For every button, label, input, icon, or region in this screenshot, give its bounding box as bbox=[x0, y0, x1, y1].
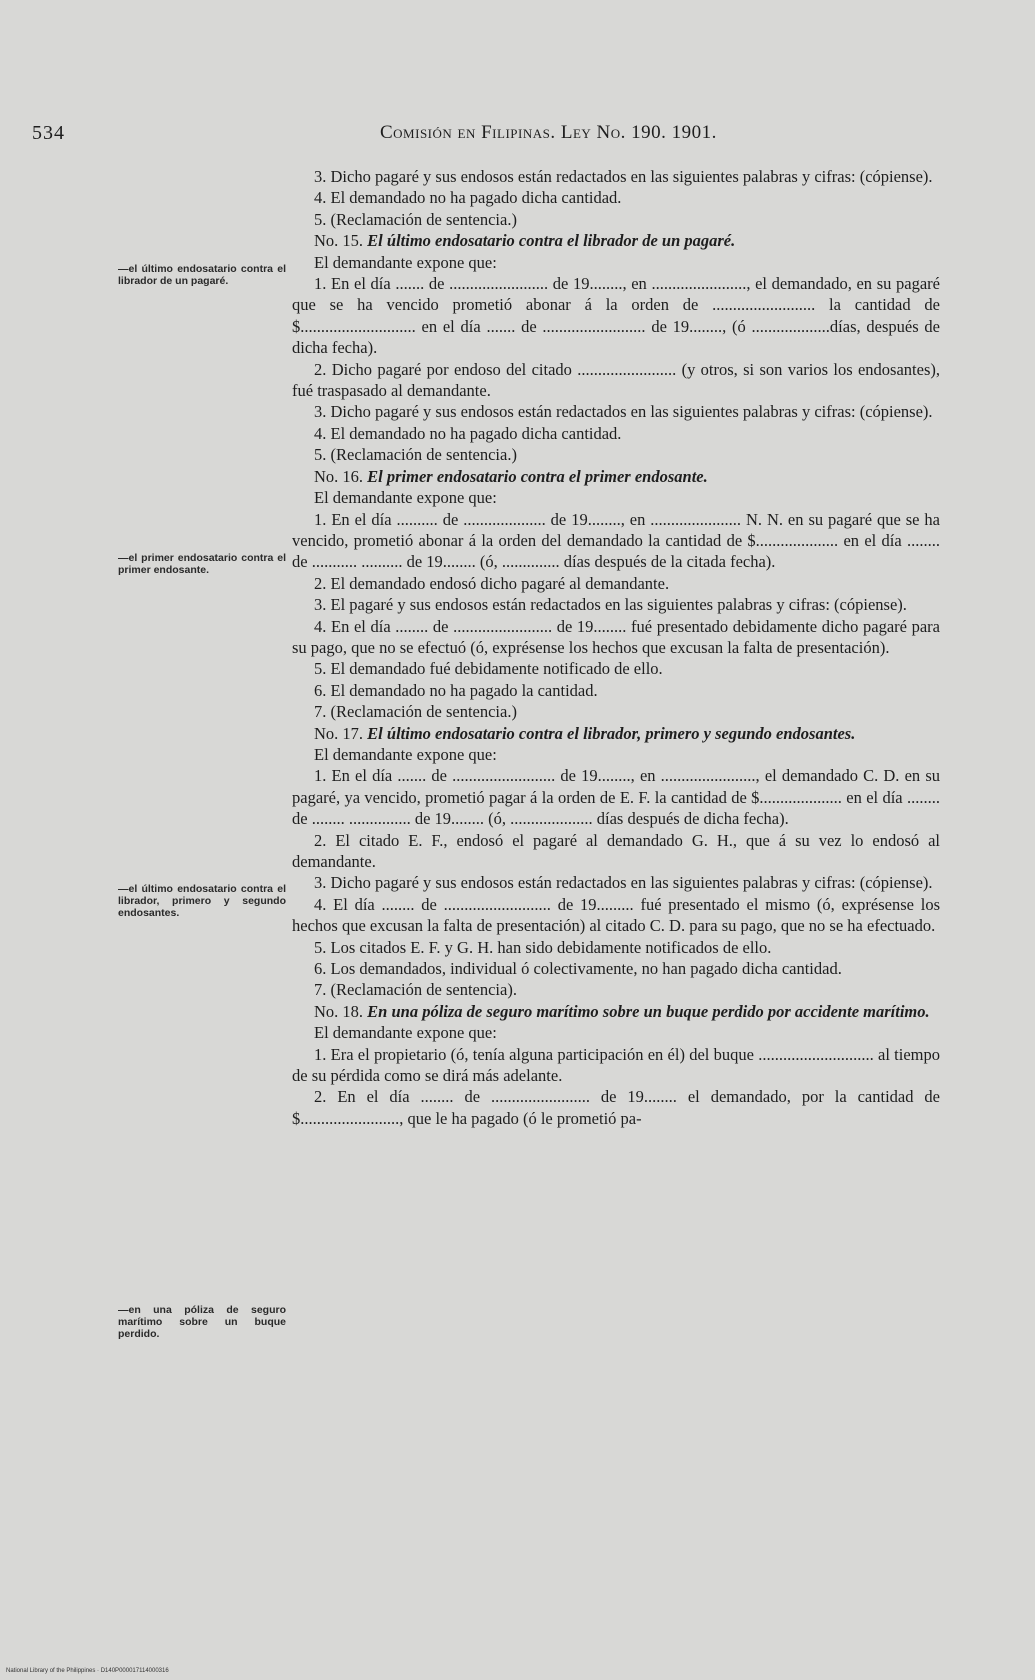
paragraph: 4. El demandado no ha pagado dicha cantidad. bbox=[314, 423, 622, 443]
paragraph: 6. El demandado no ha pagado la cantidad. bbox=[314, 680, 598, 700]
paragraph: 2. Dicho pagaré por endoso del citado ........................ (y otros, si son varios los endosantes), fué traspasado al demandante. bbox=[292, 359, 940, 401]
margin-note: —el último endosatario contra el librador, primero y segundo endosantes. bbox=[118, 883, 286, 919]
paragraph: 5. (Reclamación de sentencia.) bbox=[314, 209, 517, 229]
paragraph: 2. En el día ........ de ........................ de 19........ el demandado, por la cantidad de $........................, que le ha pagado (ó le prometió pa- bbox=[292, 1087, 940, 1128]
form-heading bbox=[292, 466, 940, 487]
paragraph: 7. (Reclamación de sentencia.) bbox=[314, 702, 517, 722]
page-number: 534 bbox=[32, 122, 65, 144]
margin-note: —el último endosatario contra el librador de un pagaré. bbox=[118, 263, 286, 287]
form-title: El primer endosatario contra el primer endosante. bbox=[367, 466, 708, 486]
form-title: En una póliza de seguro marítimo sobre un buque perdido por accidente marítimo. bbox=[367, 1001, 930, 1021]
paragraph: 1. Era el propietario (ó, tenía alguna participación en él) del buque ............................ al tiempo de su pérdida como se dirá más adelante. bbox=[292, 1044, 940, 1086]
paragraph: 5. El demandado fué debidamente notificado de ello. bbox=[314, 659, 663, 679]
paragraph: 2. El citado E. F., endosó el pagaré al demandado G. H., que á su vez lo endosó al demandante. bbox=[292, 830, 940, 871]
paragraph: El demandante expone que: bbox=[314, 488, 497, 508]
form-title: El último endosatario contra el librador, primero y segundo endosantes. bbox=[367, 723, 856, 743]
form-number: No. 17. bbox=[314, 723, 364, 743]
paragraph: 4. En el día ........ de ........................ de 19........ fué presentado debidamente dicho pagaré para su pago, que no se efectuó (ó, exprésense los hechos que excusan la falta de presentación). bbox=[292, 616, 940, 657]
body-text bbox=[292, 166, 940, 1129]
paragraph: 3. Dicho pagaré y sus endosos están redactados en las siguientes palabras y cifras: (cópiense). bbox=[314, 167, 933, 186]
paragraph: El demandante expone que: bbox=[314, 252, 497, 272]
running-head: Comisión en Filipinas. Ley No. 190. 1901. bbox=[380, 122, 717, 143]
paragraph: 3. Dicho pagaré y sus endosos están redactados en las siguientes palabras y cifras: (cópiense). bbox=[314, 873, 933, 893]
paragraph: 7. (Reclamación de sentencia). bbox=[314, 980, 517, 1000]
form-heading bbox=[292, 723, 940, 744]
margin-note: —en una póliza de seguro marítimo sobre un buque perdido. bbox=[118, 1304, 286, 1340]
form-number: No. 15. bbox=[314, 231, 364, 251]
paragraph: 4. El día ........ de .......................... de 19......... fué presentado el mismo (ó, exprésense los hechos que excusan la falta de presentación) al citado C. D. para su pago, que no se ha efectuado. bbox=[292, 894, 940, 936]
paragraph: 5. (Reclamación de sentencia.) bbox=[314, 445, 517, 465]
paragraph: 3. Dicho pagaré y sus endosos están redactados en las siguientes palabras y cifras: (cópiense). bbox=[314, 402, 933, 422]
paragraph: El demandante expone que: bbox=[314, 744, 497, 764]
paragraph: 1. En el día ....... de ......................... de 19........, en ......................., el demandado C. D. en su pagaré, ya vencido, prometió pagar á la orden de E. F. la cantidad de $.................... en el día ........ de ........ ............... de 19........ (ó, .................... días después de dicha fecha). bbox=[292, 766, 940, 829]
paragraph: 4. El demandado no ha pagado dicha cantidad. bbox=[314, 188, 622, 208]
margin-note: —el primer endosatario contra el primer endosante. bbox=[118, 552, 286, 576]
form-number: No. 18. bbox=[314, 1001, 364, 1021]
paragraph: 1. En el día ....... de ........................ de 19........, en ......................., el demandado, en su pagaré que se ha vencido prometió abonar á la orden de ......................... la cantidad de $............................ en el día ....... de ......................... de 19........, (ó ...................días, después de dicha fecha). bbox=[292, 274, 940, 358]
paragraph: 6. Los demandados, individual ó colectivamente, no han pagado dicha cantidad. bbox=[314, 959, 842, 979]
paragraph: 3. El pagaré y sus endosos están redactados en las siguientes palabras y cifras: (cópiense). bbox=[314, 595, 907, 615]
form-title: El último endosatario contra el librador de un pagaré. bbox=[367, 231, 736, 251]
paragraph: 5. Los citados E. F. y G. H. han sido debidamente notificados de ello. bbox=[314, 937, 772, 957]
form-heading bbox=[292, 230, 940, 251]
form-heading bbox=[292, 1001, 940, 1022]
paragraph: 2. El demandado endosó dicho pagaré al demandante. bbox=[314, 573, 670, 593]
paragraph: El demandante expone que: bbox=[314, 1023, 497, 1043]
scan-footer: National Library of the Philippines · D140P000017114000316 bbox=[6, 1668, 169, 1674]
paragraph: 1. En el día .......... de .................... de 19........, en ...................... N. N. en su pagaré que se ha vencido, prometió abonar á la orden del demandado la cantidad de $.................... en el día ........ de ........... .......... de 19........ (ó, .............. días después de la citada fecha). bbox=[292, 509, 940, 572]
form-number: No. 16. bbox=[314, 466, 364, 486]
